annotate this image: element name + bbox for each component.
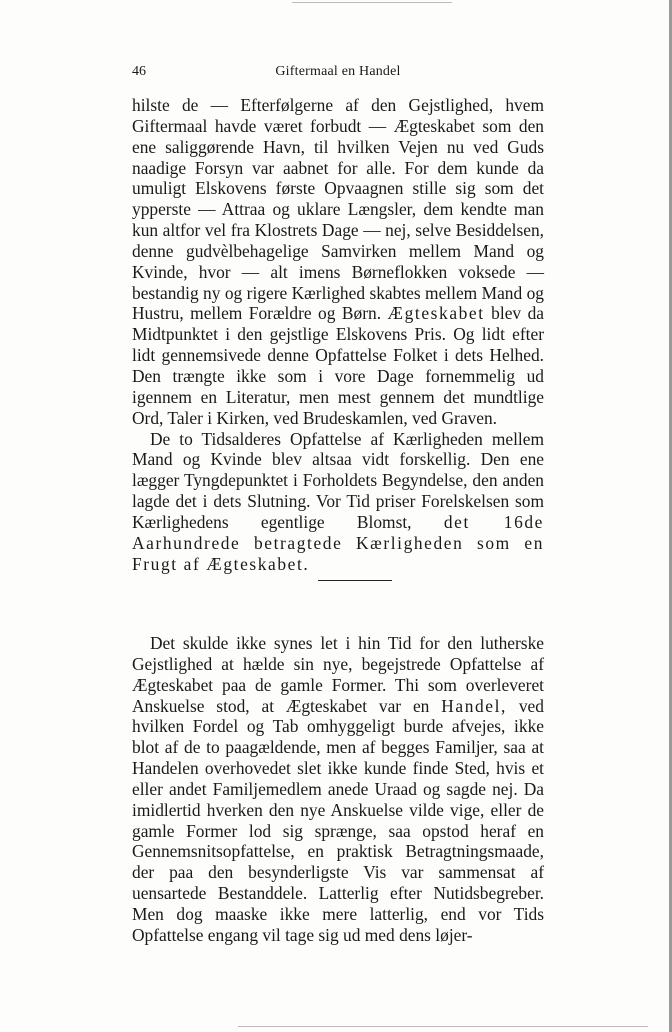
page-header — [132, 64, 544, 84]
paragraph-2-text-a: De to Tidsalderes Opfattelse af Kærligheden mellem Mand og Kvinde blev altsaa vidt forskellig. Den ene lægger Tyngdepunktet i Forholdets Begyndelse, den anden lagde det i dets Slutning. Vor Tid priser Forelskelsen som Kærlighedens egentlige Blomst, — [132, 428, 544, 532]
page-number: 46 — [132, 64, 146, 79]
paragraph-2 — [132, 429, 544, 575]
paragraph-3-text-b: ved hvilken Fordel og Tab omhyggeligt burde afvejes, ikke blot af de to paagældende, men af begges Familjer, saa at Handelen overhovedet slet ikke kunde finde Sted, hvis et eller andet Familjemedlem anede Uraad og sagde nej. Da imidlertid hverken den nye Anskuelse vilde vige, eller de gamle Former lod sig sprænge, saa opstod heraf en Gennemsnitsopfattelse, en praktisk Betragtningsmaade, der paa den besynderligste Vis var sammensat af uensartede Bestanddele. Latterlig efter Nutidsbegreber. Men dog maaske ikke mere latterlig, end vor Tids Opfattelse engang vil tage sig ud med dens løjer- — [132, 695, 544, 945]
paragraph-1 — [132, 95, 544, 429]
paragraph-3 — [132, 633, 544, 946]
paragraph-3-text-a: Det skulde ikke synes let i hin Tid for den lutherske Gejstlighed at hælde sin nye, begejstrede Opfattelse af Ægteskabet paa de gamle Former. Thi som overleveret Anskuelse stod, at Ægteskabet var en — [132, 633, 544, 716]
paragraph-1-text-a: hilste de — Efterfølgerne af den Gejstlighed, hvem Giftermaal havde været forbudt — Ægteskabet som den ene saliggørende Havn, til hvilken Vejen nu ved Guds naadige Forsyn var aabnet for alle. For dem kunde da umuligt Elskovens første Opvaagnen stille sig som det ypperste — Attraa og uklare Længsler, dem kendte man kun altfor vel fra Klostrets Dage — nej, selve Besiddelsen, denne gudvèlbehagelige Samvirken mellem Mand og Kvinde, hvor — alt imens Børneflokken voksede — bestandig ny og rigere Kærlighed skabtes mellem Mand og Hustru, mellem Forældre og Børn. — [132, 95, 544, 324]
scan-artifact-top-line — [292, 2, 452, 3]
paragraph-3-emphasis: Handel, — [441, 695, 507, 716]
text-block-lower — [132, 633, 544, 946]
section-divider — [318, 580, 392, 581]
running-title: Giftermaal en Handel — [275, 64, 401, 79]
paragraph-1-emphasis: Ægteskabet — [387, 303, 485, 324]
paragraph-2-emphasis: det 16de Aarhundrede betragtede Kærligheden som en Frugt af Ægteskabet. — [132, 511, 544, 574]
scan-artifact-bottom-line — [238, 1026, 648, 1027]
paragraph-1-text-b: blev da Midtpunktet i den gejstlige Elskovens Pris. Og lidt efter lidt gennemsivede denne Opfattelse Folket i dets Helhed. Den trængte ikke som i vore Dage fornemmelig ud igennem en Literatur, men mest gennem det mundtlige Ord, Taler i Kirken, ved Brudeskamlen, ved Graven. — [132, 303, 544, 428]
text-block-upper — [132, 95, 544, 574]
